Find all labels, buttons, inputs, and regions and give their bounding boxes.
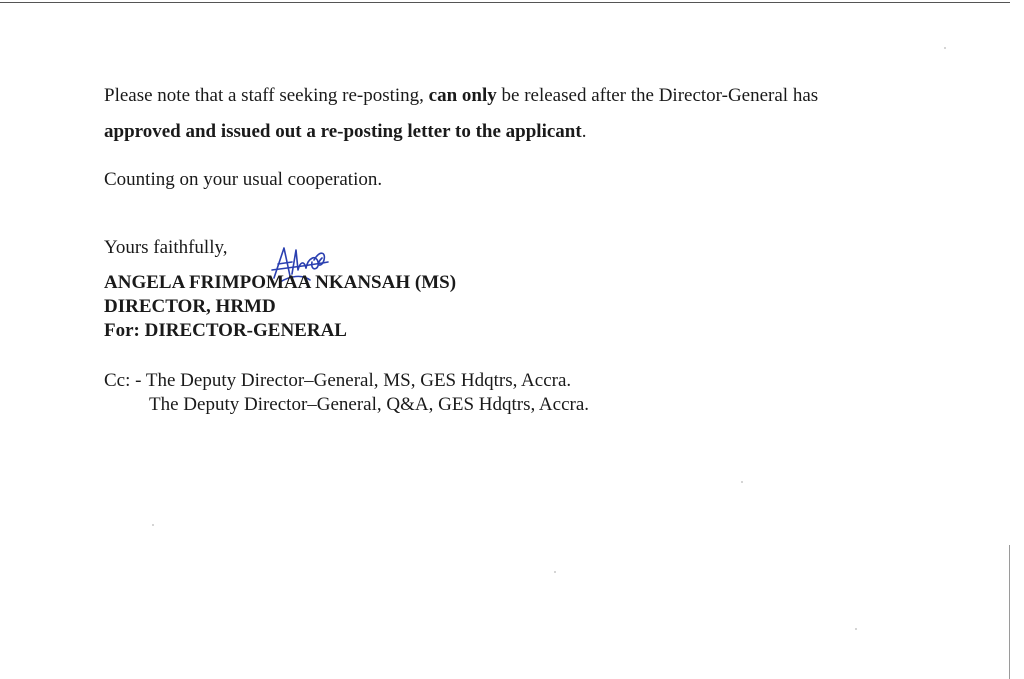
signatory-block bbox=[104, 271, 456, 343]
paragraph-text: . bbox=[581, 121, 587, 142]
body-paragraph-cooperation: Counting on your usual cooperation. bbox=[104, 169, 383, 190]
body-paragraph-reposting bbox=[104, 78, 818, 150]
paragraph-text: be released after the Director-General has bbox=[496, 85, 819, 106]
emphasis-text: approved and issued out a re-posting letter to the applicant bbox=[104, 121, 582, 142]
signatory-for: For: DIRECTOR-GENERAL bbox=[104, 320, 347, 341]
scan-speck bbox=[855, 628, 857, 630]
right-border-line bbox=[1009, 545, 1010, 679]
scan-speck bbox=[554, 571, 556, 573]
cc-item bbox=[104, 393, 589, 417]
signatory-title: DIRECTOR, HRMD bbox=[104, 296, 276, 317]
cc-list bbox=[104, 369, 589, 417]
signatory-name: ANGELA FRIMPOMAA NKANSAH (MS) bbox=[104, 272, 457, 293]
emphasis-text: can only bbox=[428, 85, 497, 106]
top-border-line bbox=[0, 2, 1010, 3]
cc-item bbox=[104, 369, 589, 393]
cc-recipient: The Deputy Director–General, Q&A, GES Hdqtrs, Accra. bbox=[149, 394, 590, 415]
scan-speck bbox=[741, 481, 743, 483]
closing-salutation: Yours faithfully, bbox=[104, 237, 228, 258]
scan-speck bbox=[944, 47, 946, 49]
scan-speck bbox=[152, 524, 154, 526]
cc-recipient: The Deputy Director–General, MS, GES Hdqtrs, Accra. bbox=[145, 370, 572, 391]
cc-prefix: Cc: - bbox=[104, 370, 146, 391]
paragraph-text: Please note that a staff seeking re-posting, bbox=[104, 85, 429, 106]
